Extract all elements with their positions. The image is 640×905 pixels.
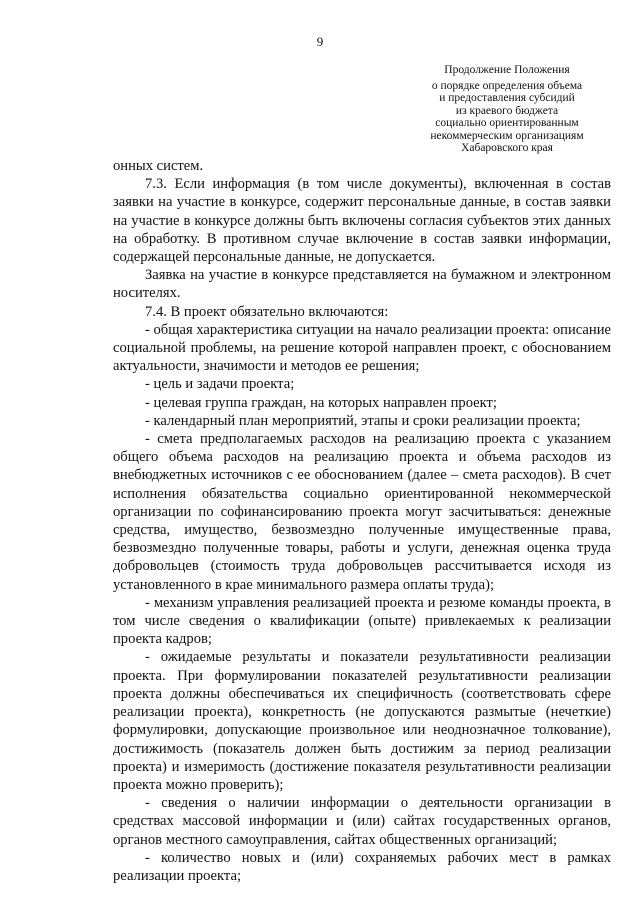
header-line: социально ориентированным [435,117,579,129]
list-item-budget: - смета предполагаемых расходов на реализацию проекта с указанием общего объема расходов на реализацию проекта и объема расходов из внебюджетных источников с ее обоснованием (далее – смета расходов). В счет исполнения обязательства социально ориентированной некоммерческой организации по софинансированию проекта могут засчитываться: денежные средства, имущество, безвозмездно полученные имущественные права, безвозмездно полученные товары, работы и услуги, денежная оценка труда добровольцев (стоимость труда добровольцев рассчитывается исходя из установленного в крае минимального размера оплаты труда); [113,431,611,593]
paragraph-application-form: Заявка на участие в конкурсе представляется на бумажном и электронном носителях. [113,267,611,302]
paragraph-7-3: 7.3. Если информация (в том числе документы), включенная в состав заявки на участие в конкурсе, содержит персональные данные, в состав заявки на участие в конкурсе должны быть включены согласия субъектов этих данных на обработку. В противном случае включение в состав заявки информации, содержащей персональные данные, не допускается. [113,176,611,266]
list-item-calendar-plan: - календарный план мероприятий, этапы и сроки реализации проекта; [145,412,581,429]
list-item-media: - сведения о наличии информации о деятельности организации в средствах массовой информации и (или) сайтах государственных органов, органов местного самоуправления, сайтах общественных организаций; [113,795,611,848]
header-line: и предоставления субсидий [439,92,575,104]
header-line: о порядке определения объема [431,79,583,92]
paragraph-continuation: онных систем. [113,158,204,174]
list-item-jobs: - количество новых и (или) сохраняемых рабочих мест в рамках реализации проекта; [113,849,611,884]
header-title: Продолжение Положения [444,64,570,76]
list-item-target-group: - целевая группа граждан, на которых направлен проект; [145,394,497,411]
paragraph-7-4: 7.4. В проект обязательно включаются: [145,303,389,320]
document-body [113,157,611,885]
page-number: 9 [316,34,324,49]
list-item-situation: - общая характеристика ситуации на начало реализации проекта: описание социальной проблемы, на решение которой направлен проект, с обоснованием актуальности, значимости и методов ее решения; [113,321,611,375]
document-header [412,64,602,155]
list-item-results: - ожидаемые результаты и показатели результативности реализации проекта. При формулировании показателей результативности реализации проекта должны обеспечиваться их специфичность (соответствовать сфере реализации проекта), конкретность (не допускаются размытые (нечеткие) формулировки, допускающие произвольное или неоднозначное толкование), достижимость (показатель должен быть достижим за период реализации проекта) и измеримость (достижение показателя результативности реализации проекта можно проверить); [113,649,611,793]
header-line: из краевого бюджета [455,104,559,117]
list-item-management: - механизм управления реализацией проекта и резюме команды проекта, в том числе сведения о квалификации (опыте) привлекаемых к реализации проекта кадров; [113,594,611,648]
header-line: Хабаровского края [461,142,553,154]
list-item-goals: - цель и задачи проекта; [145,376,295,393]
header-line: некоммерческим организациям [430,129,584,142]
